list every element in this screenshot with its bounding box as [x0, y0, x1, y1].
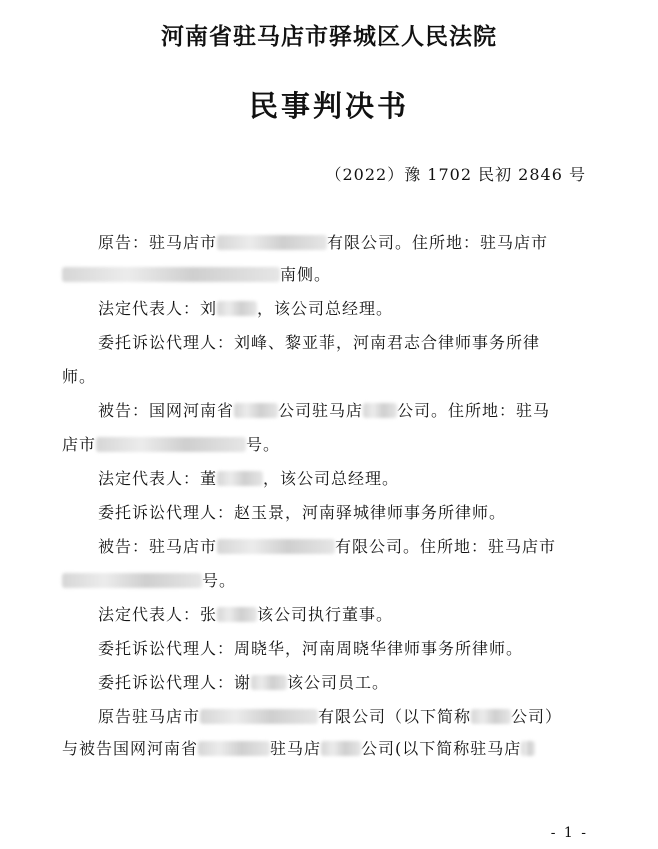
redaction	[251, 675, 287, 690]
redaction	[234, 403, 278, 418]
redaction	[62, 573, 202, 588]
case-number: （2022）豫 1702 民初 2846 号	[325, 165, 586, 184]
redaction	[217, 301, 257, 316]
redaction	[96, 437, 246, 452]
text: 驻马店	[270, 739, 322, 758]
defendant1-rep	[98, 466, 399, 489]
text: 公司驻马店	[278, 401, 364, 420]
plaintiff-agent-line-1: 委托诉讼代理人：刘峰、黎亚菲，河南君志合律师事务所律	[98, 333, 541, 352]
redaction	[198, 741, 270, 756]
text: 公司。住所地：驻马	[397, 401, 551, 420]
redaction	[321, 741, 361, 756]
text: 被告：驻马店市	[98, 537, 218, 556]
defendant2-line-1	[98, 534, 556, 557]
defendant2-line-2	[62, 568, 236, 591]
text: 该公司执行董事。	[257, 605, 394, 624]
plaintiff-line-2	[62, 262, 331, 285]
body-line-1	[98, 704, 562, 727]
plaintiff-line-1	[98, 230, 548, 253]
text: 南侧。	[280, 265, 332, 284]
text: 有限公司（以下简称	[318, 707, 472, 726]
defendant2-agent-2	[98, 670, 389, 693]
defendant2-agent-1: 委托诉讼代理人：周晓华，河南周晓华律师事务所律师。	[98, 639, 524, 658]
redaction	[521, 741, 535, 756]
document-title: 民事判决书	[248, 89, 409, 123]
redaction	[217, 607, 257, 622]
text: 该公司员工。	[287, 673, 390, 692]
redaction	[200, 709, 318, 724]
page-number: - 1 -	[550, 825, 588, 841]
plaintiff-agent-line-2: 师。	[62, 367, 97, 386]
redaction	[217, 471, 263, 486]
text: 法定代表人：张	[98, 605, 218, 624]
text: 有限公司。住所地：驻马店市	[327, 233, 549, 252]
text: 有限公司。住所地：驻马店市	[335, 537, 557, 556]
text: 委托诉讼代理人：谢	[98, 673, 252, 692]
defendant1-line-2	[62, 432, 280, 455]
defendant2-rep	[98, 602, 393, 625]
court-name: 河南省驻马店市驿城区人民法院	[161, 24, 497, 50]
redaction	[217, 539, 335, 554]
text: 公司(以下简称驻马店	[361, 739, 522, 758]
redaction	[217, 235, 327, 250]
body-line-2	[62, 736, 535, 759]
text: 与被告国网河南省	[62, 739, 199, 758]
text: 店市	[62, 435, 97, 454]
text: ，该公司总经理。	[257, 299, 394, 318]
text: ，该公司总经理。	[263, 469, 400, 488]
redaction	[471, 709, 511, 724]
text: 原告：驻马店市	[98, 233, 218, 252]
text: 公司）	[511, 707, 563, 726]
text: 号。	[246, 435, 281, 454]
text: 法定代表人：董	[98, 469, 218, 488]
defendant1-agent: 委托诉讼代理人：赵玉景，河南驿城律师事务所律师。	[98, 503, 507, 522]
plaintiff-rep	[98, 296, 393, 319]
redaction	[62, 267, 280, 282]
redaction	[363, 403, 397, 418]
text: 被告：国网河南省	[98, 401, 235, 420]
defendant1-line-1	[98, 398, 550, 421]
text: 法定代表人：刘	[98, 299, 218, 318]
text: 号。	[202, 571, 237, 590]
text: 原告驻马店市	[98, 707, 201, 726]
